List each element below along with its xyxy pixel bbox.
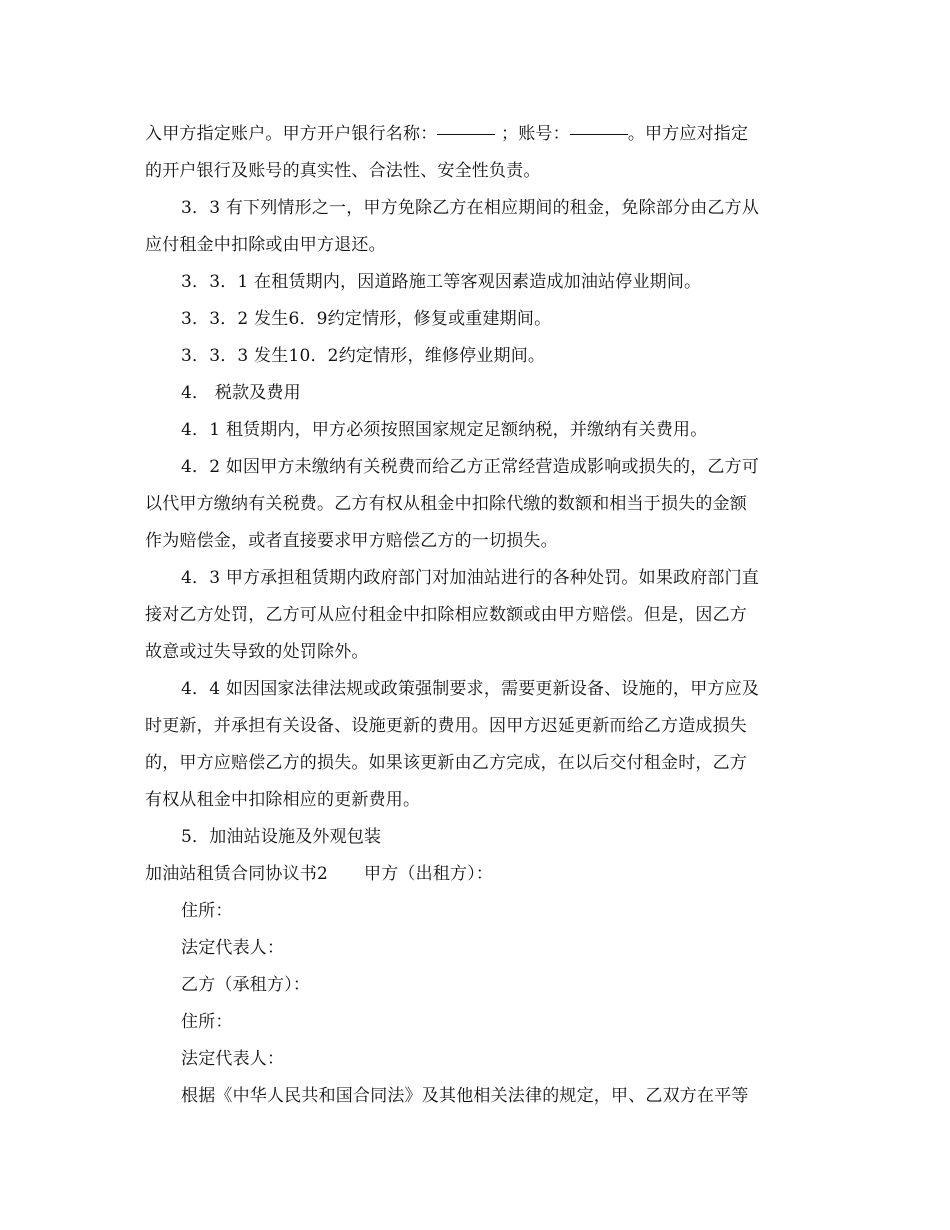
text-segment: ；账号：	[495, 124, 570, 144]
clause-3-3-2: 3．3．2 发生6．9约定情形，修复或重建期间。	[181, 309, 552, 329]
text-segment: 入甲方指定账户。甲方开户银行名称：	[145, 124, 438, 144]
section-4-heading: 4． 税款及费用	[181, 383, 301, 403]
paragraph-line: 接对乙方处罚，乙方可从应付租金中扣除相应数额或由甲方赔偿。但是，因乙方	[145, 605, 747, 625]
bank-account-line	[145, 116, 810, 153]
paragraph-line: 应付租金中扣除或由甲方退还。	[145, 235, 386, 255]
clause-4-2: 4．2 如因甲方未缴纳有关税费而给乙方正常经营造成影响或损失的，乙方可	[181, 457, 760, 477]
document-title: 加油站租赁合同协议书2	[145, 864, 329, 884]
paragraph-line: 时更新，并承担有关设备、设施更新的费用。因甲方迟延更新而给乙方造成损失	[145, 716, 747, 736]
paragraph-line: 故意或过失导致的处罚除外。	[145, 642, 369, 662]
party-b-representative-label: 法定代表人：	[181, 1049, 285, 1069]
party-a-label: 甲方（出租方）：	[364, 864, 494, 884]
party-b-address-label: 住所：	[181, 1012, 233, 1032]
paragraph-line: 的，甲方应赔偿乙方的损失。如果该更新由乙方完成，在以后交付租金时，乙方	[145, 753, 747, 773]
clause-3-3-3: 3．3．3 发生10．2约定情形，维修停业期间。	[181, 346, 546, 366]
party-a-representative-label: 法定代表人：	[181, 938, 285, 958]
paragraph-line: 的开户银行及账号的真实性、合法性、安全性负责。	[145, 161, 541, 181]
account-number-blank	[570, 134, 628, 135]
document-page	[145, 116, 810, 1115]
clause-4-1: 4．1 租赁期内，甲方必须按照国家规定足额纳税，并缴纳有关费用。	[181, 420, 708, 440]
section-5-heading: 5．加油站设施及外观包装	[181, 827, 382, 847]
preamble-line: 根据《中华人民共和国合同法》及其他相关法律的规定，甲、乙双方在平等	[181, 1086, 749, 1106]
clause-3-3-1: 3．3．1 在租赁期内，因道路施工等客观因素造成加油站停业期间。	[181, 272, 702, 292]
paragraph-line: 以代甲方缴纳有关税费。乙方有权从租金中扣除代缴的数额和相当于损失的金额	[145, 494, 747, 514]
clause-3-3: 3．3 有下列情形之一，甲方免除乙方在相应期间的租金，免除部分由乙方从	[181, 198, 760, 218]
paragraph-line: 作为赔偿金，或者直接要求甲方赔偿乙方的一切损失。	[145, 531, 558, 551]
party-a-address-label: 住所：	[181, 901, 233, 921]
paragraph-line: 有权从租金中扣除相应的更新费用。	[145, 790, 421, 810]
bank-name-blank	[437, 134, 495, 135]
clause-4-3: 4．3 甲方承担租赁期内政府部门对加油站进行的各种处罚。如果政府部门直	[181, 568, 760, 588]
party-b-label: 乙方（承租方）：	[181, 975, 311, 995]
document-title-line	[145, 856, 810, 893]
clause-4-4: 4．4 如因国家法律法规或政策强制要求，需要更新设备、设施的，甲方应及	[181, 679, 760, 699]
text-segment: 。甲方应对指定	[627, 124, 749, 144]
